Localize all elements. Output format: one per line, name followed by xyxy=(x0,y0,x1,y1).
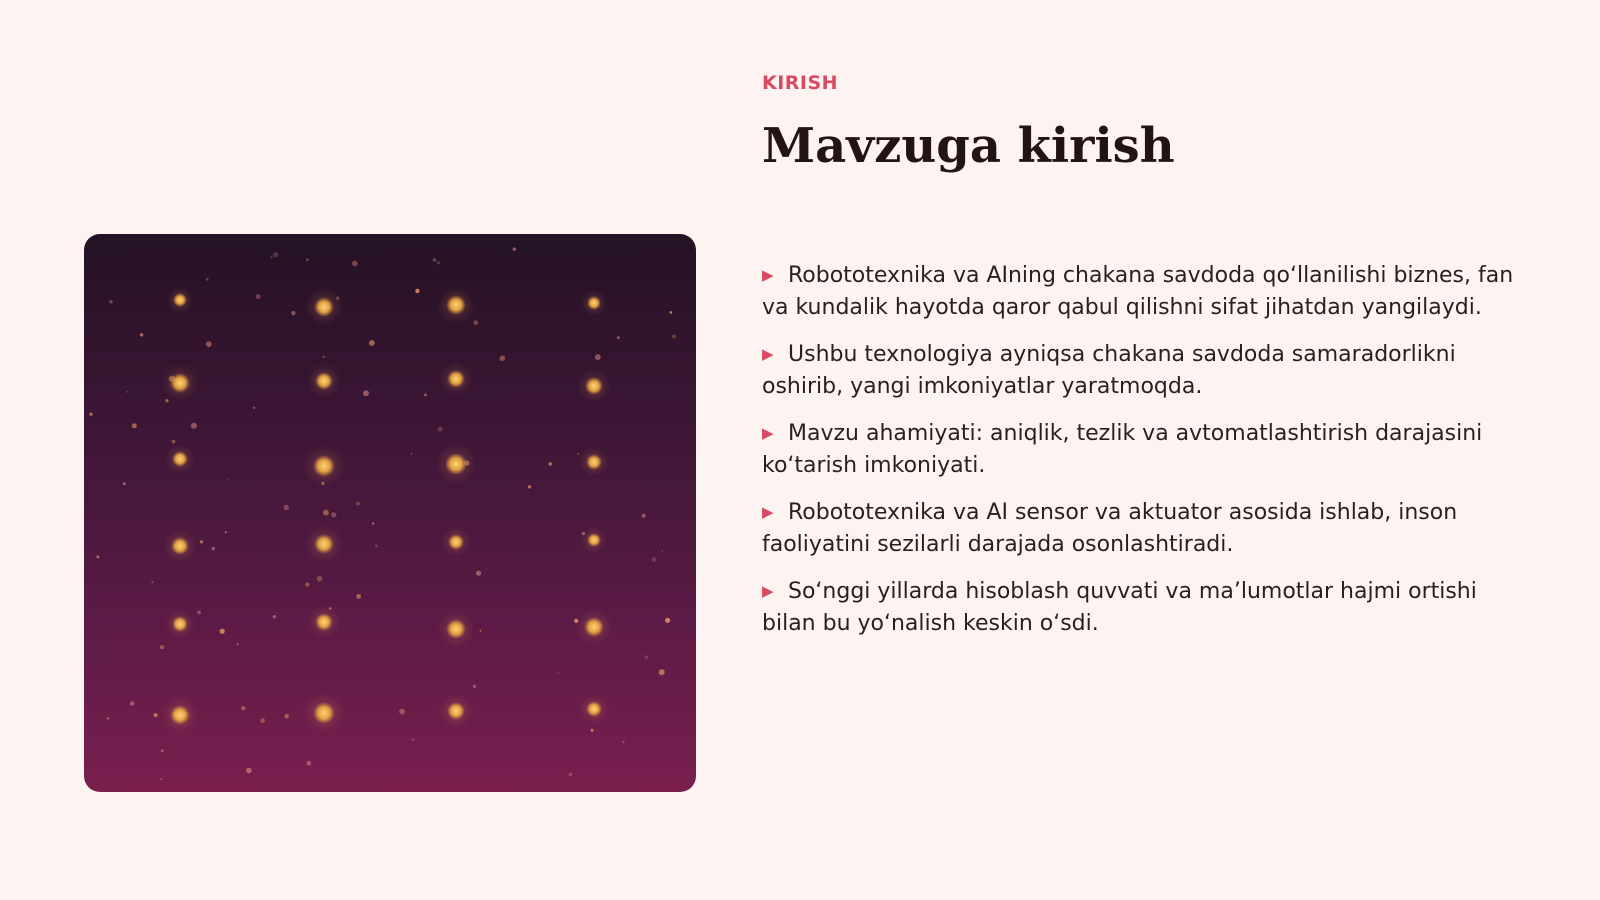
bullet-arrow-icon: ▶ xyxy=(762,503,774,521)
bokeh-sparkle xyxy=(372,522,374,524)
bokeh-sparkle xyxy=(356,594,361,599)
bokeh-sparkle xyxy=(271,256,273,258)
bokeh-sparkle xyxy=(109,300,113,304)
section-label: KIRISH xyxy=(762,72,839,94)
bokeh-sparkle xyxy=(363,390,369,396)
bokeh-sparkle xyxy=(412,738,415,741)
bokeh-sparkle xyxy=(160,778,162,780)
bokeh-sparkle xyxy=(569,773,573,777)
bokeh-sparkle xyxy=(652,557,657,562)
bokeh-light xyxy=(587,533,601,547)
bokeh-sparkle xyxy=(528,485,531,488)
bokeh-light xyxy=(446,619,466,639)
bokeh-sparkle xyxy=(130,701,134,705)
bullet-item xyxy=(762,339,1522,402)
slide-title: Mavzuga kirish xyxy=(762,118,1175,174)
bokeh-sparkle xyxy=(369,340,375,346)
bokeh-sparkle xyxy=(665,618,670,623)
bokeh-light xyxy=(315,372,333,390)
bokeh-sparkle xyxy=(672,335,676,339)
bokeh-light xyxy=(313,702,335,724)
bokeh-light xyxy=(446,295,466,315)
bullet-list xyxy=(762,260,1522,655)
bokeh-sparkle xyxy=(322,356,324,358)
bokeh-sparkle xyxy=(424,394,427,397)
bullet-arrow-icon: ▶ xyxy=(762,424,774,442)
bokeh-sparkle xyxy=(670,311,673,314)
bokeh-sparkle xyxy=(140,333,143,336)
bullet-text: So‘nggi yillarda hisoblash quvvati va ma’lumotlar hajmi ortishi bilan bu yo‘nalish keskin o‘sdi. xyxy=(762,579,1477,636)
bokeh-sparkle xyxy=(169,376,175,382)
bokeh-light xyxy=(586,701,602,717)
bokeh-sparkle xyxy=(160,645,164,649)
bokeh-sparkle xyxy=(661,550,663,552)
bokeh-sparkle xyxy=(151,581,153,583)
bokeh-sparkle xyxy=(411,453,413,455)
bokeh-sparkle xyxy=(89,413,92,416)
bokeh-lights-image xyxy=(84,234,696,792)
bokeh-light xyxy=(171,537,189,555)
bokeh-sparkle xyxy=(172,440,176,444)
bokeh-sparkle xyxy=(476,571,481,576)
bokeh-sparkle xyxy=(644,655,648,659)
bullet-text: Robototexnika va AI sensor va aktuator asosida ishlab, inson faoliyatini sezilarli darajada osonlashtiradi. xyxy=(762,500,1458,557)
bokeh-light xyxy=(445,453,467,475)
bokeh-light xyxy=(585,377,603,395)
bokeh-light xyxy=(173,293,187,307)
bokeh-sparkle xyxy=(206,341,212,347)
bokeh-sparkle xyxy=(284,505,289,510)
bokeh-sparkle xyxy=(617,336,620,339)
bullet-item xyxy=(762,418,1522,481)
bokeh-sparkle xyxy=(212,547,215,550)
bokeh-sparkle xyxy=(331,512,336,517)
bullet-arrow-icon: ▶ xyxy=(762,345,774,363)
bokeh-sparkle xyxy=(513,248,516,251)
decorative-bokeh-image xyxy=(84,234,696,792)
bullet-item xyxy=(762,497,1522,560)
bokeh-sparkle xyxy=(473,685,476,688)
bokeh-sparkle xyxy=(399,709,405,715)
bokeh-sparkle xyxy=(500,356,506,362)
bokeh-sparkle xyxy=(225,531,227,533)
bokeh-sparkle xyxy=(123,482,126,485)
bokeh-sparkle xyxy=(548,462,552,466)
bokeh-sparkle xyxy=(256,294,261,299)
bokeh-sparkle xyxy=(291,311,295,315)
bokeh-sparkle xyxy=(227,479,229,481)
bokeh-sparkle xyxy=(241,706,245,710)
bokeh-sparkle xyxy=(132,423,137,428)
bokeh-sparkle xyxy=(557,672,559,674)
bokeh-sparkle xyxy=(433,258,436,261)
bokeh-sparkle xyxy=(574,619,578,623)
bokeh-sparkle xyxy=(253,407,255,409)
bokeh-sparkle xyxy=(200,540,203,543)
bokeh-sparkle xyxy=(375,544,378,547)
bokeh-sparkle xyxy=(329,607,332,610)
bokeh-sparkle xyxy=(356,502,360,506)
bokeh-sparkle xyxy=(273,252,278,257)
bokeh-sparkle xyxy=(415,289,419,293)
bokeh-light xyxy=(447,370,465,388)
bokeh-light xyxy=(448,534,464,550)
bokeh-sparkle xyxy=(246,768,252,774)
bokeh-light xyxy=(586,454,602,470)
bokeh-sparkle xyxy=(642,514,646,518)
bokeh-sparkle xyxy=(582,532,585,535)
bullet-text: Mavzu ahamiyati: aniqlik, tezlik va avtomatlashtirish darajasini ko‘tarish imkoniyati. xyxy=(762,421,1483,478)
bokeh-sparkle xyxy=(161,749,164,752)
bokeh-light xyxy=(584,617,604,637)
bokeh-sparkle xyxy=(437,261,440,264)
bokeh-sparkle xyxy=(197,611,201,615)
bullet-arrow-icon: ▶ xyxy=(762,266,774,284)
bokeh-light xyxy=(172,451,188,467)
bokeh-sparkle xyxy=(273,615,276,618)
bokeh-sparkle xyxy=(127,391,129,393)
bokeh-light xyxy=(447,702,465,720)
bokeh-sparkle xyxy=(591,729,594,732)
bokeh-sparkle xyxy=(352,261,358,267)
bokeh-sparkle xyxy=(659,669,665,675)
bullet-text: Ushbu texnologiya ayniqsa chakana savdoda samaradorlikni oshirib, yangi imkoniyatlar yaratmoqda. xyxy=(762,342,1456,399)
bullet-arrow-icon: ▶ xyxy=(762,582,774,600)
bullet-item xyxy=(762,576,1522,639)
bokeh-sparkle xyxy=(165,399,168,402)
bokeh-sparkle xyxy=(260,718,265,723)
bokeh-sparkle xyxy=(480,630,482,632)
bokeh-light xyxy=(314,297,334,317)
bokeh-light xyxy=(315,613,333,631)
bokeh-sparkle xyxy=(321,482,324,485)
bokeh-sparkle xyxy=(464,460,470,466)
bokeh-sparkle xyxy=(474,320,479,325)
bokeh-sparkle xyxy=(237,643,239,645)
bokeh-sparkle xyxy=(107,717,109,719)
bokeh-sparkle xyxy=(284,714,289,719)
bokeh-light xyxy=(314,534,334,554)
bokeh-sparkle xyxy=(438,427,443,432)
bokeh-sparkle xyxy=(220,629,225,634)
bokeh-sparkle xyxy=(206,278,209,281)
bullet-item xyxy=(762,260,1522,323)
bokeh-sparkle xyxy=(306,761,311,766)
bokeh-sparkle xyxy=(306,259,308,261)
bokeh-sparkle xyxy=(336,296,340,300)
bokeh-sparkle xyxy=(154,713,158,717)
bokeh-sparkle xyxy=(191,423,197,429)
bokeh-sparkle xyxy=(96,555,99,558)
bokeh-light xyxy=(587,296,601,310)
bokeh-light xyxy=(170,705,190,725)
bokeh-sparkle xyxy=(595,354,601,360)
bokeh-sparkle xyxy=(623,741,625,743)
bullet-text: Robototexnika va AIning chakana savdoda qo‘llanilishi biznes, fan va kundalik hayotda qaror qabul qilishni sifat jihatdan yangilaydi. xyxy=(762,263,1514,320)
bokeh-sparkle xyxy=(577,453,579,455)
bokeh-light xyxy=(313,455,335,477)
bokeh-sparkle xyxy=(305,582,309,586)
bokeh-light xyxy=(172,616,188,632)
bokeh-sparkle xyxy=(323,510,329,516)
bokeh-sparkle xyxy=(317,576,323,582)
